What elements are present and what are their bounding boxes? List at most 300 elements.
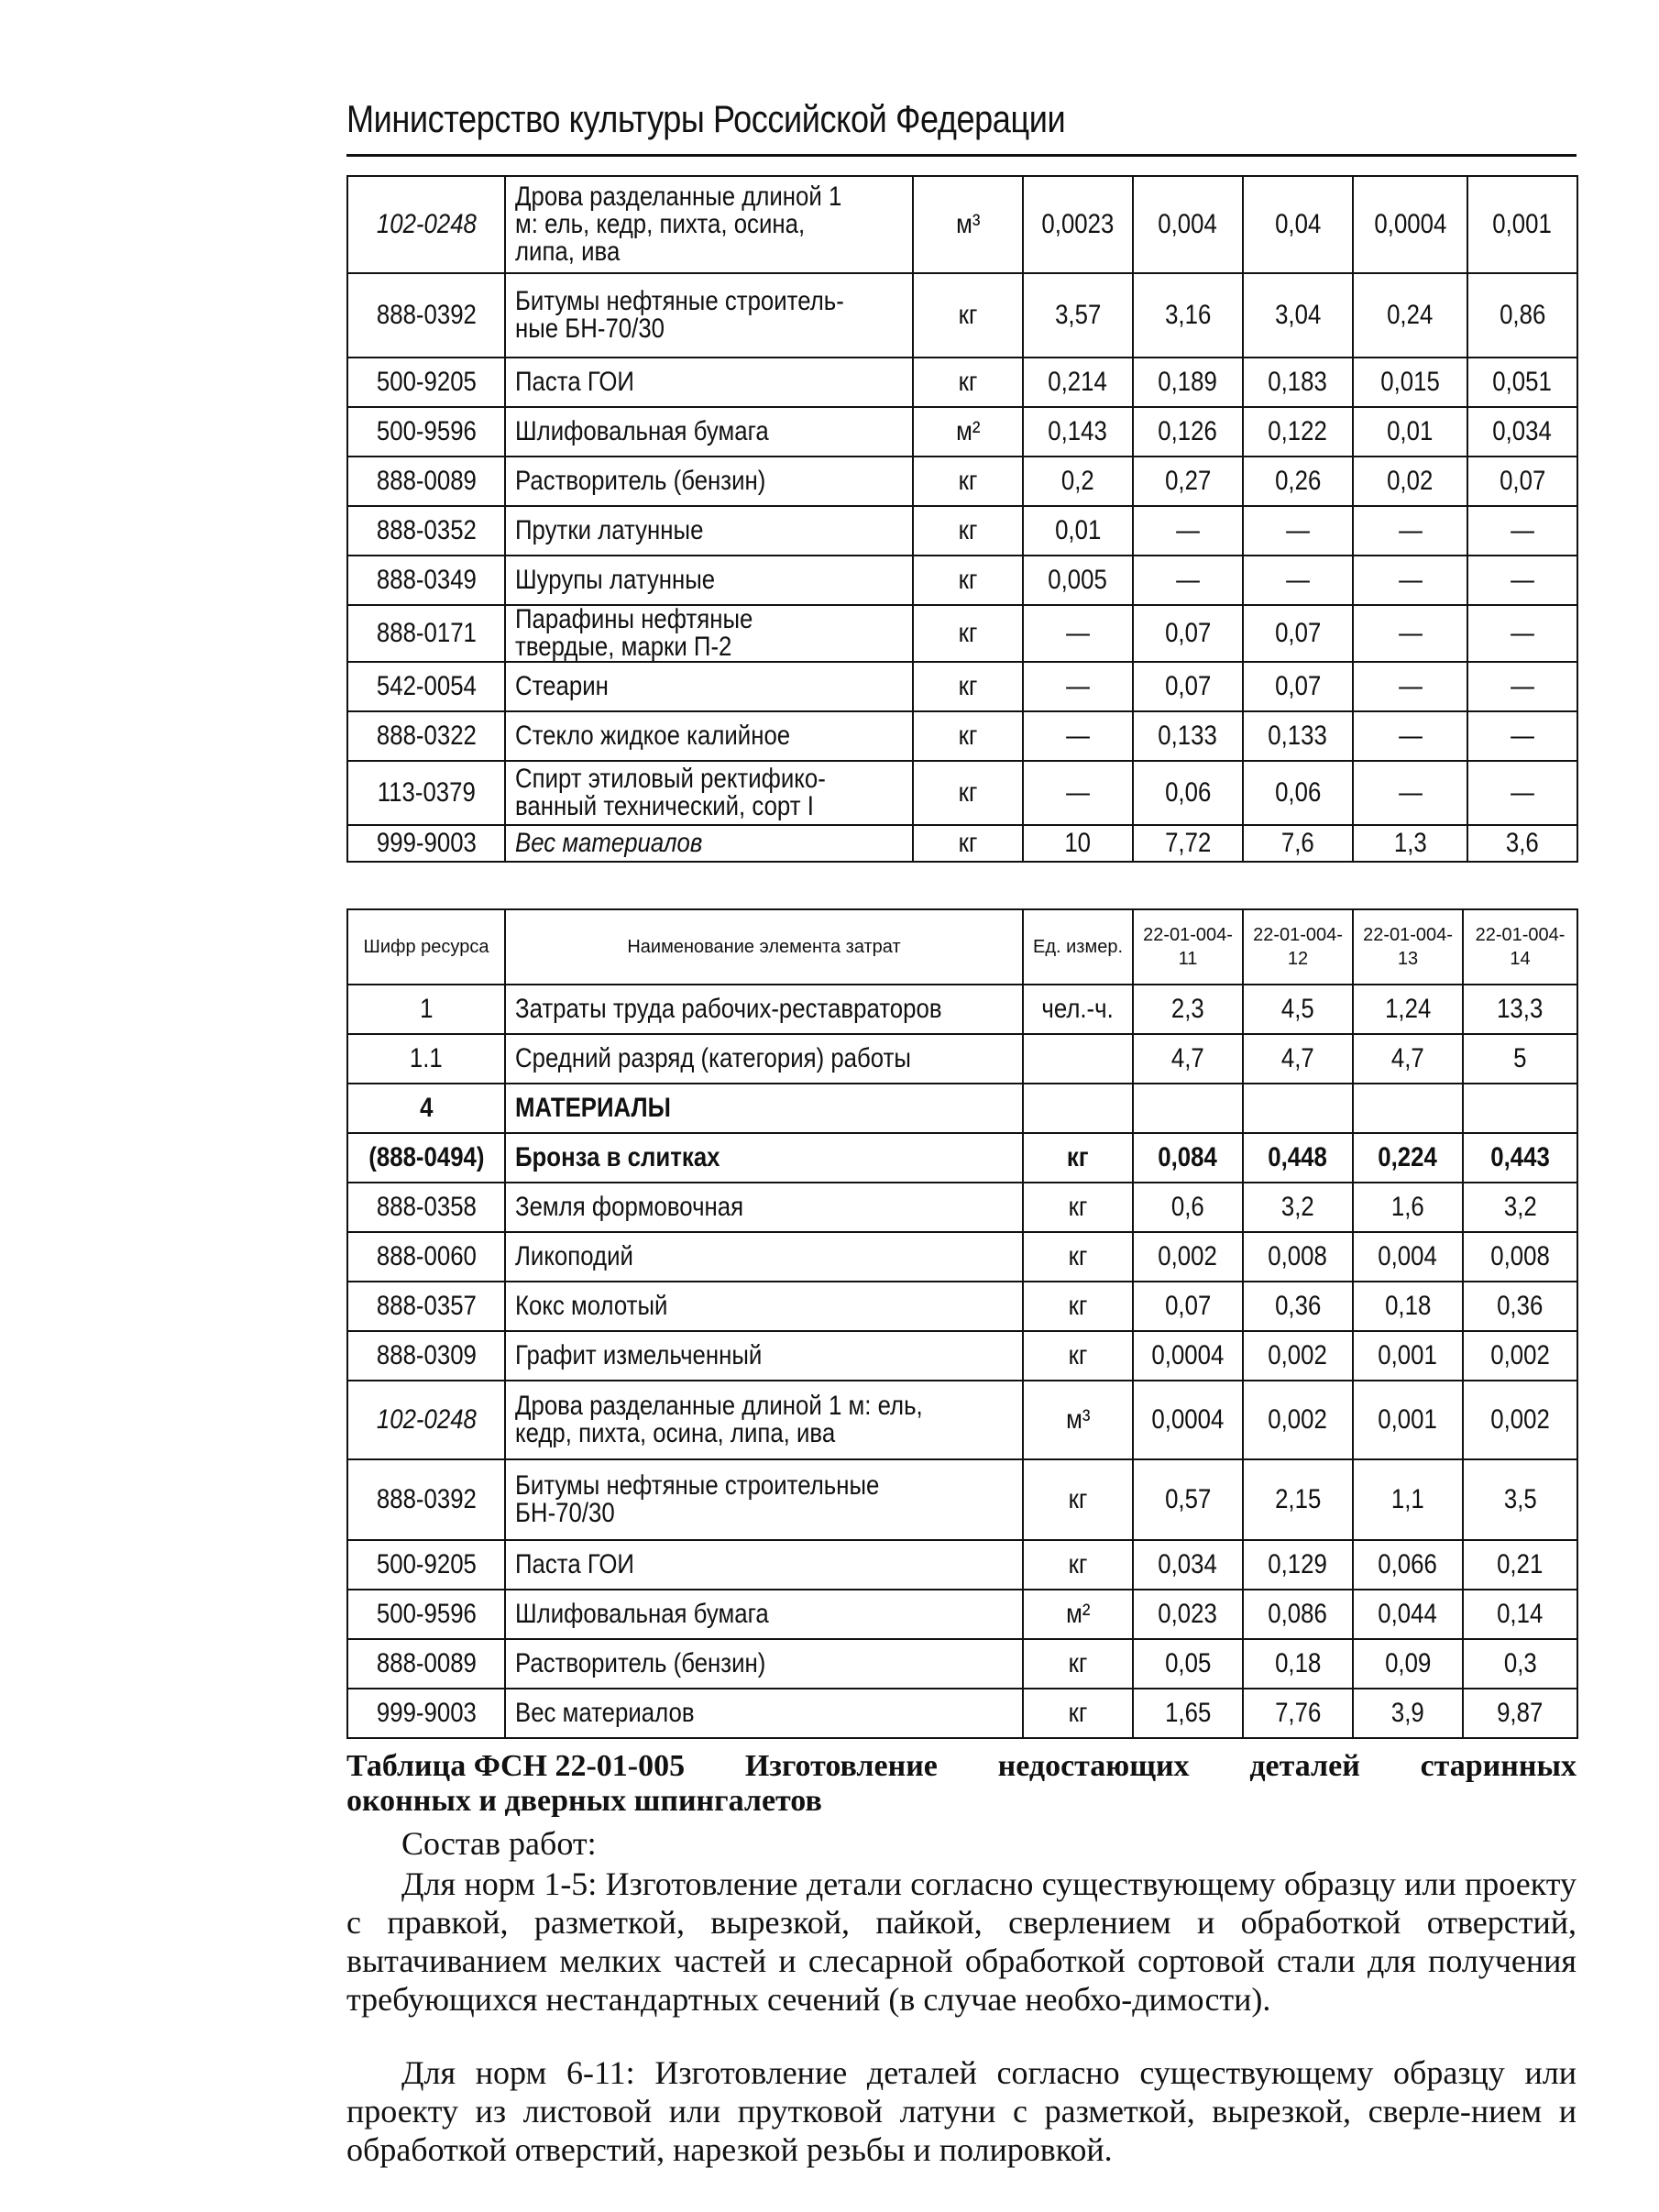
- norm-value: [1243, 825, 1353, 862]
- resource-name: [505, 1034, 1023, 1084]
- norm-value: [1353, 985, 1463, 1034]
- norm-value-text: —: [1176, 515, 1200, 545]
- table-row: [347, 176, 1577, 273]
- norm-value: [1023, 407, 1133, 457]
- norm-value: [1133, 176, 1243, 273]
- norm-value: [1243, 985, 1353, 1034]
- norm-value-text: 1,65: [1164, 1698, 1212, 1728]
- norm-value: [1133, 1084, 1243, 1133]
- norm-value-text: 0,034: [1492, 416, 1553, 446]
- norm-value: [1133, 1232, 1243, 1282]
- norm-value: [1463, 1540, 1577, 1590]
- norm-value-text: 0,14: [1497, 1599, 1544, 1629]
- norm-value: [1353, 1540, 1463, 1590]
- resource-name: [505, 711, 913, 761]
- norm-value: [1133, 407, 1243, 457]
- header-name: Наименование элемента затрат: [505, 909, 1023, 985]
- norm-value-text: 0,01: [1387, 416, 1434, 446]
- norm-value-text: 0,24: [1387, 300, 1434, 330]
- table-row: [347, 358, 1577, 407]
- norm-value-text: 3,2: [1503, 1192, 1537, 1222]
- norm-value: [1133, 605, 1243, 662]
- unit-text: кг: [958, 367, 978, 397]
- norm-value-text: —: [1398, 777, 1423, 808]
- norm-value-text: 3,04: [1274, 300, 1322, 330]
- resource-code-text: 113-0379: [377, 777, 476, 808]
- norm-value: [1243, 457, 1353, 506]
- norm-value-text: —: [1398, 565, 1423, 595]
- norm-value: [1463, 1381, 1577, 1459]
- norm-value-text: 0,051: [1492, 367, 1553, 397]
- resource-code-text: 888-0089: [376, 466, 477, 496]
- unit: [913, 605, 1023, 662]
- norm-value: [1133, 825, 1243, 862]
- norm-value-text: 0,015: [1380, 367, 1440, 397]
- norm-value: [1243, 761, 1353, 825]
- resource-code-text: 888-0358: [376, 1192, 477, 1222]
- resource-name-text: Вес материалов: [515, 1698, 695, 1728]
- norm-value-text: 0,133: [1268, 721, 1328, 751]
- table-header-row: [347, 909, 1577, 985]
- table-row: [347, 506, 1577, 556]
- resource-code: [347, 1232, 505, 1282]
- resource-name: [505, 176, 913, 273]
- resource-name: [505, 825, 913, 862]
- table-row: [347, 1459, 1577, 1540]
- resource-code-text: 888-0060: [376, 1241, 477, 1271]
- norm-value: [1353, 1084, 1463, 1133]
- norm-value: [1467, 711, 1577, 761]
- resource-code-text: 999-9003: [376, 828, 477, 858]
- unit: [913, 457, 1023, 506]
- resource-code-text: 4: [419, 1093, 434, 1123]
- norm-value: [1023, 605, 1133, 662]
- norm-value-text: 0,02: [1387, 466, 1434, 496]
- norm-value-text: 0,05: [1164, 1648, 1212, 1678]
- unit: [1023, 1540, 1133, 1590]
- unit: [913, 358, 1023, 407]
- norm-value: [1133, 1689, 1243, 1738]
- unit-text: чел.-ч.: [1041, 994, 1115, 1024]
- norm-value-text: —: [1398, 721, 1423, 751]
- norm-value: [1467, 176, 1577, 273]
- resource-code: [347, 1331, 505, 1381]
- resource-name-text: Стекло жидкое калийное: [515, 721, 791, 751]
- norm-value-text: —: [1286, 515, 1310, 545]
- table-row: [347, 407, 1577, 457]
- unit: [913, 506, 1023, 556]
- norm-value: [1467, 556, 1577, 605]
- resource-code-text: 888-0357: [376, 1291, 477, 1321]
- norm-value-text: 0,066: [1378, 1549, 1438, 1579]
- norm-value-text: 0,0004: [1151, 1340, 1225, 1370]
- norm-value-text: 4,7: [1391, 1043, 1424, 1073]
- norm-value: [1133, 761, 1243, 825]
- norm-value: [1133, 1639, 1243, 1689]
- norm-value-text: 0,57: [1164, 1484, 1212, 1514]
- norm-value-text: 0,07: [1164, 618, 1212, 648]
- resource-name: [505, 1590, 1023, 1639]
- resource-code: [347, 1084, 505, 1133]
- resource-code: [347, 711, 505, 761]
- resource-code-text: 888-0392: [376, 1484, 477, 1514]
- norm-value: [1353, 273, 1467, 358]
- norm-value-text: 9,87: [1497, 1698, 1544, 1728]
- norm-value-text: —: [1398, 618, 1423, 648]
- unit: [1023, 1183, 1133, 1232]
- norm-value-text: 0,001: [1492, 209, 1553, 239]
- norm-value: [1353, 1590, 1463, 1639]
- norm-value: [1133, 1331, 1243, 1381]
- norm-value-text: 1,1: [1391, 1484, 1424, 1514]
- norm-value-text: —: [1511, 721, 1534, 751]
- resource-name: [505, 1183, 1023, 1232]
- norm-value: [1467, 825, 1577, 862]
- norm-value: [1243, 407, 1353, 457]
- unit: [1023, 1639, 1133, 1689]
- unit-text: кг: [1068, 1291, 1088, 1321]
- resource-code-text: 888-0089: [376, 1648, 477, 1678]
- norm-value: [1133, 1034, 1243, 1084]
- norm-value-text: 0,07: [1499, 466, 1546, 496]
- table-row: [347, 1331, 1577, 1381]
- table-row: [347, 1540, 1577, 1590]
- resource-name-text: Битумы нефтяные строитель-ные БН-70/30: [515, 286, 844, 344]
- unit: [1023, 1282, 1133, 1331]
- norm-value-text: 7,72: [1164, 828, 1212, 858]
- norm-value-text: 3,2: [1281, 1192, 1314, 1222]
- resource-code-text: 500-9205: [376, 367, 477, 397]
- table-row: [347, 1689, 1577, 1738]
- norm-value: [1463, 1639, 1577, 1689]
- norm-value: [1243, 662, 1353, 711]
- unit-text: кг: [1068, 1484, 1088, 1514]
- caption-word: старинных: [1420, 1749, 1577, 1783]
- resource-code: [347, 1590, 505, 1639]
- resource-name: [505, 1133, 1023, 1183]
- caption-label: Таблица ФСН 22-01-005: [346, 1749, 686, 1783]
- norm-value: [1353, 825, 1467, 862]
- resource-name: [505, 273, 913, 358]
- header-norm-14: 22-01-004-14: [1463, 909, 1577, 985]
- resource-code: [347, 1133, 505, 1183]
- norm-value: [1023, 761, 1133, 825]
- resource-name: [505, 1459, 1023, 1540]
- resource-code: [347, 1540, 505, 1590]
- norm-value: [1243, 1689, 1353, 1738]
- unit: [1023, 1331, 1133, 1381]
- norm-value-text: 10: [1064, 828, 1092, 858]
- resource-name-text: Парафины нефтяные твердые, марки П-2: [515, 605, 753, 662]
- norm-value-text: 0,143: [1048, 416, 1108, 446]
- norm-value-text: 0,07: [1164, 1291, 1212, 1321]
- unit: [913, 273, 1023, 358]
- norm-value: [1353, 1282, 1463, 1331]
- norm-value: [1353, 605, 1467, 662]
- norm-value-text: —: [1511, 671, 1534, 701]
- norm-value: [1463, 1282, 1577, 1331]
- norm-value-text: 7,6: [1281, 828, 1314, 858]
- norm-value-text: 0,004: [1378, 1241, 1438, 1271]
- resource-name-text: Бронза в слитках: [515, 1142, 720, 1172]
- resource-code-text: 500-9596: [376, 416, 477, 446]
- unit: [1023, 1232, 1133, 1282]
- resource-name-text: Паста ГОИ: [515, 367, 634, 397]
- norm-value: [1467, 605, 1577, 662]
- resource-name-text: Графит измельченный: [515, 1340, 763, 1370]
- resource-name-text: Ликоподий: [515, 1241, 633, 1271]
- norm-value-text: 0,18: [1384, 1291, 1432, 1321]
- resource-code: [347, 825, 505, 862]
- norm-value: [1243, 1133, 1353, 1183]
- norm-value-text: 0,443: [1490, 1142, 1550, 1172]
- norm-value-text: 1,6: [1391, 1192, 1424, 1222]
- norm-value-text: 0,001: [1378, 1404, 1438, 1435]
- norm-value: [1133, 711, 1243, 761]
- unit-text: кг: [1068, 1241, 1088, 1271]
- resource-name-text: Прутки латунные: [515, 515, 704, 545]
- resource-name: [505, 407, 913, 457]
- norm-value: [1353, 556, 1467, 605]
- unit: [913, 761, 1023, 825]
- norm-value-text: 0,09: [1384, 1648, 1432, 1678]
- norm-value: [1133, 457, 1243, 506]
- resource-name-text: Земля формовочная: [515, 1192, 744, 1222]
- norm-value: [1133, 358, 1243, 407]
- norm-value: [1353, 1232, 1463, 1282]
- resource-code: [347, 1689, 505, 1738]
- norm-value: [1023, 556, 1133, 605]
- norm-value: [1243, 1639, 1353, 1689]
- norm-value: [1133, 985, 1243, 1034]
- table-row: [347, 1183, 1577, 1232]
- norm-value-text: —: [1511, 565, 1534, 595]
- table-row: [347, 1084, 1577, 1133]
- resource-name: [505, 1639, 1023, 1689]
- norm-value: [1133, 1282, 1243, 1331]
- unit: [1023, 1133, 1133, 1183]
- norm-value-text: 0,002: [1490, 1340, 1550, 1370]
- norm-value: [1243, 711, 1353, 761]
- norm-value-text: 0,183: [1268, 367, 1328, 397]
- table-row: [347, 1590, 1577, 1639]
- caption-line-1: [346, 1749, 1577, 1784]
- norm-value-text: 0,122: [1268, 416, 1328, 446]
- unit-text: кг: [958, 300, 978, 330]
- norm-value: [1243, 1034, 1353, 1084]
- norm-value-text: 0,36: [1497, 1291, 1544, 1321]
- unit-text: м³: [955, 209, 981, 239]
- norm-value: [1133, 1459, 1243, 1540]
- resource-name-text: Спирт этиловый ректифико-ванный технический, сорт I: [515, 764, 826, 821]
- norm-value: [1463, 1689, 1577, 1738]
- resource-name: [505, 1282, 1023, 1331]
- norm-value-text: 0,023: [1158, 1599, 1218, 1629]
- resource-name: [505, 1084, 1023, 1133]
- resource-code-text: 888-0322: [376, 721, 477, 751]
- unit-text: кг: [1068, 1698, 1088, 1728]
- resource-code-text: 1: [419, 994, 434, 1024]
- unit-text: кг: [958, 777, 978, 808]
- table-row: [347, 556, 1577, 605]
- norm-value: [1353, 1639, 1463, 1689]
- header-rule: [346, 154, 1577, 157]
- table-row: [347, 761, 1577, 825]
- norm-value: [1243, 506, 1353, 556]
- norm-value: [1243, 1084, 1353, 1133]
- norm-value-text: —: [1066, 721, 1090, 751]
- norm-value: [1467, 662, 1577, 711]
- norm-value: [1353, 1459, 1463, 1540]
- unit: [913, 711, 1023, 761]
- resource-name-text: Дрова разделанные длиной 1 м: ель, кедр, пихта, осина, липа, ива: [515, 182, 842, 267]
- unit-text: м²: [955, 416, 981, 446]
- resource-name: [505, 761, 913, 825]
- norm-value-text: 0,044: [1378, 1599, 1438, 1629]
- unit: [1023, 1084, 1133, 1133]
- table-row: [347, 825, 1577, 862]
- resource-code-text: 888-0352: [376, 515, 477, 545]
- norm-value: [1243, 1331, 1353, 1381]
- table-row: [347, 1034, 1577, 1084]
- resource-name: [505, 1381, 1023, 1459]
- norm-value-text: 0,07: [1274, 618, 1322, 648]
- norm-value-text: —: [1066, 618, 1090, 648]
- norm-value: [1023, 273, 1133, 358]
- table-row: [347, 711, 1577, 761]
- page-header: Министерство культуры Российской Федерации: [346, 97, 1066, 140]
- norm-value: [1243, 1183, 1353, 1232]
- resource-name-text: Вес материалов: [515, 828, 703, 858]
- norm-value-text: 0,129: [1268, 1549, 1328, 1579]
- norm-value-text: 0,002: [1490, 1404, 1550, 1435]
- table-row: [347, 1381, 1577, 1459]
- norm-value-text: 0,189: [1158, 367, 1218, 397]
- resource-name-text: МАТЕРИАЛЫ: [515, 1093, 671, 1123]
- unit-text: кг: [958, 618, 978, 648]
- norm-value-text: 4,7: [1171, 1043, 1204, 1073]
- resource-name: [505, 1689, 1023, 1738]
- unit-text: кг: [958, 466, 978, 496]
- resource-code-text: 500-9205: [376, 1549, 477, 1579]
- norm-value: [1463, 985, 1577, 1034]
- norm-value-text: 0,002: [1158, 1241, 1218, 1271]
- norm-value: [1353, 176, 1467, 273]
- resource-code: [347, 407, 505, 457]
- norm-value: [1243, 1540, 1353, 1590]
- resource-code-text: 542-0054: [376, 671, 477, 701]
- resource-code: [347, 506, 505, 556]
- table-row: [347, 605, 1577, 662]
- norm-value-text: 0,86: [1499, 300, 1546, 330]
- resource-code-text: 888-0392: [376, 300, 477, 330]
- norm-value-text: 0,2: [1061, 466, 1094, 496]
- unit: [913, 407, 1023, 457]
- resource-code: [347, 1639, 505, 1689]
- norm-value: [1133, 1133, 1243, 1183]
- norm-value-text: 5: [1513, 1043, 1527, 1073]
- unit-text: кг: [958, 515, 978, 545]
- resource-name-text: Кокс молотый: [515, 1291, 668, 1321]
- norm-value-text: 1,24: [1384, 994, 1432, 1024]
- resource-code-text: 102-0248: [376, 209, 477, 239]
- resource-code: [347, 273, 505, 358]
- norm-value-text: —: [1511, 515, 1534, 545]
- norm-value: [1023, 662, 1133, 711]
- norm-value-text: 7,76: [1274, 1698, 1322, 1728]
- unit-text: кг: [1067, 1142, 1089, 1172]
- norm-value: [1353, 407, 1467, 457]
- norm-value: [1243, 605, 1353, 662]
- table-row: [347, 1282, 1577, 1331]
- resource-name: [505, 605, 913, 662]
- norm-value: [1463, 1232, 1577, 1282]
- norm-value: [1023, 358, 1133, 407]
- norm-value: [1463, 1183, 1577, 1232]
- norm-value-text: 0,06: [1164, 777, 1212, 808]
- unit-text: кг: [958, 721, 978, 751]
- unit-text: м²: [1065, 1599, 1091, 1629]
- norm-value-text: 0,002: [1268, 1340, 1328, 1370]
- resource-code-text: 102-0248: [376, 1404, 477, 1435]
- caption-word: недостающих: [997, 1749, 1190, 1783]
- table-caption: [346, 1749, 1577, 1819]
- resource-code: [347, 1183, 505, 1232]
- norm-value: [1243, 358, 1353, 407]
- resource-code-text: 1.1: [410, 1043, 443, 1073]
- norm-value: [1243, 1459, 1353, 1540]
- resource-code: [347, 176, 505, 273]
- norm-value-text: 0,214: [1048, 367, 1108, 397]
- table-row: [347, 1232, 1577, 1282]
- norm-value: [1353, 358, 1467, 407]
- norm-value-text: 3,16: [1164, 300, 1212, 330]
- norm-value-text: —: [1398, 515, 1423, 545]
- unit: [1023, 985, 1133, 1034]
- resource-name: [505, 1232, 1023, 1282]
- norm-value-text: 0,36: [1274, 1291, 1322, 1321]
- norm-value-text: —: [1511, 777, 1534, 808]
- norm-value: [1133, 662, 1243, 711]
- header-code: Шифр ресурса: [347, 909, 505, 985]
- unit: [1023, 1034, 1133, 1084]
- norm-value: [1133, 1590, 1243, 1639]
- norm-value: [1353, 1381, 1463, 1459]
- norm-value: [1133, 273, 1243, 358]
- norm-value-text: 0,07: [1274, 671, 1322, 701]
- resource-code: [347, 985, 505, 1034]
- resource-code: [347, 556, 505, 605]
- norm-value: [1353, 1689, 1463, 1738]
- work-description-norms-6-11: Для норм 6-11: Изготовление деталей согласно существующему образцу или проекту из листовой или прутковой латуни с разметкой, вырезкой, сверле-нием и обработкой отверстий, нарезкой резьбы и полировкой.: [346, 2054, 1577, 2168]
- norm-value-text: 0,07: [1164, 671, 1212, 701]
- resource-code: [347, 457, 505, 506]
- norm-value-text: 0,034: [1158, 1549, 1218, 1579]
- norm-value-text: 0,086: [1268, 1599, 1328, 1629]
- resource-name-text: Шурупы латунные: [515, 565, 716, 595]
- norm-value: [1023, 825, 1133, 862]
- norm-value: [1023, 711, 1133, 761]
- norm-value: [1467, 457, 1577, 506]
- norm-value-text: 13,3: [1497, 994, 1544, 1024]
- table-row: [347, 662, 1577, 711]
- resource-code: [347, 1282, 505, 1331]
- resource-name: [505, 506, 913, 556]
- norm-value: [1463, 1459, 1577, 1540]
- norm-value: [1243, 1381, 1353, 1459]
- header-unit: Ед. измер.: [1023, 909, 1133, 985]
- norm-value: [1463, 1084, 1577, 1133]
